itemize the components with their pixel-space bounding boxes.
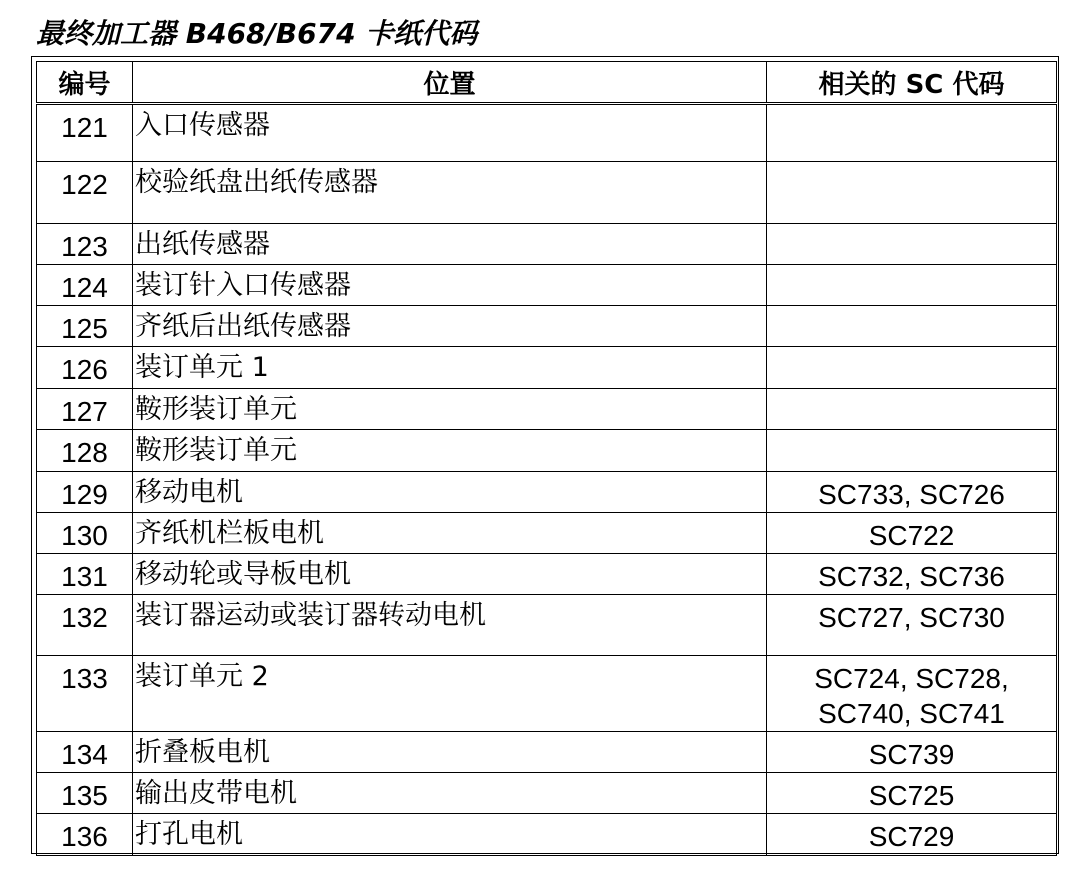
cell-location: 装订单元 1 (133, 347, 767, 389)
cell-sc-codes (767, 814, 1057, 856)
cell-sc-codes (767, 595, 1057, 656)
cell-sc-codes (767, 389, 1057, 430)
cell-sc-codes (767, 773, 1057, 814)
cell-sc-codes (767, 347, 1057, 389)
cell-sc-codes (767, 472, 1057, 513)
cell-location: 折叠板电机 (133, 732, 767, 773)
cell-number: 134 (37, 732, 133, 773)
cell-number: 129 (37, 472, 133, 513)
sc-code-text: SC724, SC728, (814, 663, 1009, 694)
sc-code-text: SC740, SC741 (818, 698, 1005, 729)
cell-location: 输出皮带电机 (133, 773, 767, 814)
table-row (37, 513, 1057, 554)
header-location: 位置 (133, 62, 767, 104)
header-number: 编号 (37, 62, 133, 104)
table-row (37, 732, 1057, 773)
cell-number: 130 (37, 513, 133, 554)
cell-number: 122 (37, 162, 133, 224)
cell-sc-codes (767, 306, 1057, 347)
sc-code-text: SC725 (868, 780, 955, 811)
table-row (37, 224, 1057, 265)
cell-number: 133 (37, 656, 133, 732)
table-row (37, 472, 1057, 513)
cell-location: 齐纸机栏板电机 (133, 513, 767, 554)
table-row (37, 265, 1057, 306)
jam-code-table (36, 61, 1057, 856)
jam-code-table-frame (31, 56, 1059, 854)
cell-sc-codes (767, 224, 1057, 265)
table-row (37, 656, 1057, 732)
sc-code-text: SC729 (868, 821, 955, 852)
cell-location: 鞍形装订单元 (133, 430, 767, 472)
cell-number: 125 (37, 306, 133, 347)
cell-number: 123 (37, 224, 133, 265)
table-row (37, 389, 1057, 430)
cell-sc-codes (767, 513, 1057, 554)
cell-number: 135 (37, 773, 133, 814)
cell-number: 121 (37, 104, 133, 162)
cell-sc-codes (767, 732, 1057, 773)
table-row (37, 104, 1057, 162)
cell-sc-codes (767, 265, 1057, 306)
table-row (37, 162, 1057, 224)
cell-location: 装订针入口传感器 (133, 265, 767, 306)
table-row (37, 306, 1057, 347)
table-body (37, 104, 1057, 856)
table-row (37, 554, 1057, 595)
sc-code-text: SC727, SC730 (818, 602, 1005, 633)
cell-number: 131 (37, 554, 133, 595)
sc-code-text: SC739 (868, 739, 955, 770)
cell-location: 出纸传感器 (133, 224, 767, 265)
sc-code-text: SC722 (868, 520, 955, 551)
cell-sc-codes (767, 104, 1057, 162)
table-row (37, 595, 1057, 656)
cell-number: 128 (37, 430, 133, 472)
cell-number: 124 (37, 265, 133, 306)
cell-sc-codes (767, 554, 1057, 595)
sc-code-text: SC732, SC736 (818, 561, 1005, 592)
cell-location: 入口传感器 (133, 104, 767, 162)
sc-code-text: SC733, SC726 (818, 479, 1005, 510)
cell-number: 132 (37, 595, 133, 656)
cell-number: 127 (37, 389, 133, 430)
cell-location: 齐纸后出纸传感器 (133, 306, 767, 347)
table-row (37, 814, 1057, 856)
document-title: 最终加工器 B468/B674 卡纸代码 (36, 17, 478, 50)
cell-location: 装订器运动或装订器转动电机 (133, 595, 767, 656)
cell-location: 打孔电机 (133, 814, 767, 856)
table-row (37, 430, 1057, 472)
cell-location: 校验纸盘出纸传感器 (133, 162, 767, 224)
table-header-row (37, 62, 1057, 104)
header-sc-codes: 相关的 SC 代码 (767, 62, 1057, 104)
cell-sc-codes (767, 656, 1057, 732)
table-row (37, 347, 1057, 389)
cell-location: 鞍形装订单元 (133, 389, 767, 430)
cell-number: 136 (37, 814, 133, 856)
cell-sc-codes (767, 162, 1057, 224)
cell-number: 126 (37, 347, 133, 389)
cell-sc-codes (767, 430, 1057, 472)
cell-location: 移动轮或导板电机 (133, 554, 767, 595)
table-row (37, 773, 1057, 814)
cell-location: 装订单元 2 (133, 656, 767, 732)
cell-location: 移动电机 (133, 472, 767, 513)
